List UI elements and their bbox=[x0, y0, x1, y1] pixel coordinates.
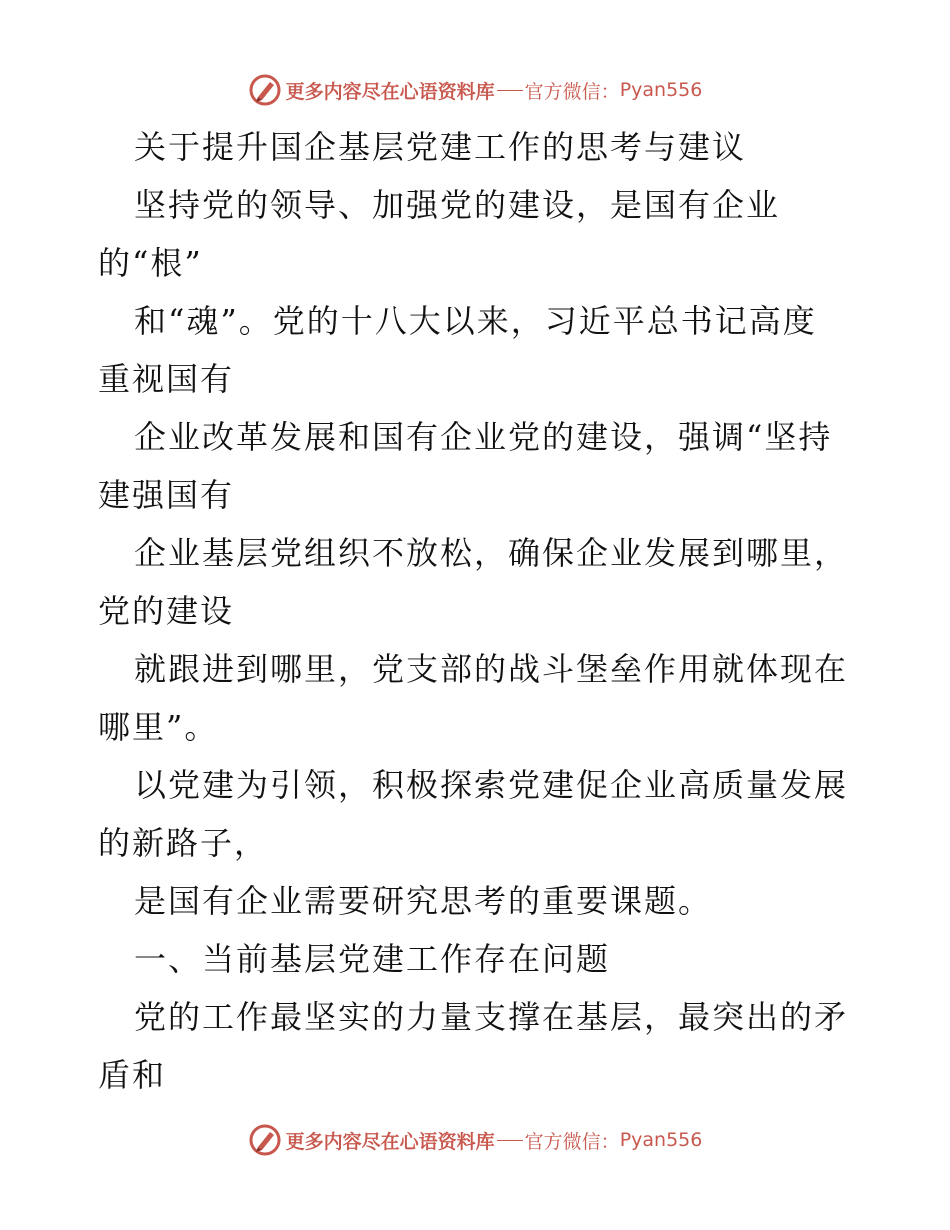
banner-wechat-id: Pyan556 bbox=[619, 79, 703, 101]
banner-main-text: 更多内容尽在心语资料库 bbox=[285, 80, 495, 103]
text-line: 建强国有 bbox=[98, 476, 235, 514]
document-title: 关于提升国企基层党建工作的思考与建议 bbox=[134, 128, 747, 166]
text-line: 以党建为引领，积极探索党建促企业高质量发展 bbox=[134, 766, 849, 804]
text-line: 重视国有 bbox=[98, 360, 235, 398]
text-line: 盾和 bbox=[98, 1056, 167, 1094]
section-heading: 一、当前基层党建工作存在问题 bbox=[134, 940, 611, 978]
text-line: 就跟进到哪里，党支部的战斗堡垒作用就体现在 bbox=[134, 650, 849, 688]
header-banner bbox=[0, 70, 950, 110]
text-line: 的“根” bbox=[98, 244, 203, 282]
banner-dash bbox=[497, 90, 523, 91]
banner-wechat-label: 官方微信： bbox=[524, 80, 620, 103]
footer-banner bbox=[0, 1120, 950, 1160]
banner-main-text: 更多内容尽在心语资料库 bbox=[285, 1130, 495, 1153]
text-line: 企业改革发展和国有企业党的建设，强调“坚持 bbox=[134, 418, 833, 456]
text-line: 企业基层党组织不放松，确保企业发展到哪里， bbox=[134, 534, 849, 572]
text-line: 党的建设 bbox=[98, 592, 235, 630]
text-line: 的新路子， bbox=[98, 824, 269, 862]
text-line: 哪里”。 bbox=[98, 708, 219, 746]
pen-logo-icon bbox=[248, 73, 282, 107]
banner-wechat-id: Pyan556 bbox=[619, 1129, 703, 1151]
text-line: 是国有企业需要研究思考的重要课题。 bbox=[134, 882, 713, 920]
banner-dash bbox=[497, 1140, 523, 1141]
text-line: 党的工作最坚实的力量支撑在基层，最突出的矛 bbox=[134, 998, 849, 1036]
text-line: 和“魂”。党的十八大以来，习近平总书记高度 bbox=[134, 302, 817, 340]
pen-logo-icon bbox=[248, 1123, 282, 1157]
document-body bbox=[98, 118, 858, 1104]
text-line: 坚持党的领导、加强党的建设，是国有企业 bbox=[134, 186, 781, 224]
banner-wechat-label: 官方微信： bbox=[524, 1130, 620, 1153]
